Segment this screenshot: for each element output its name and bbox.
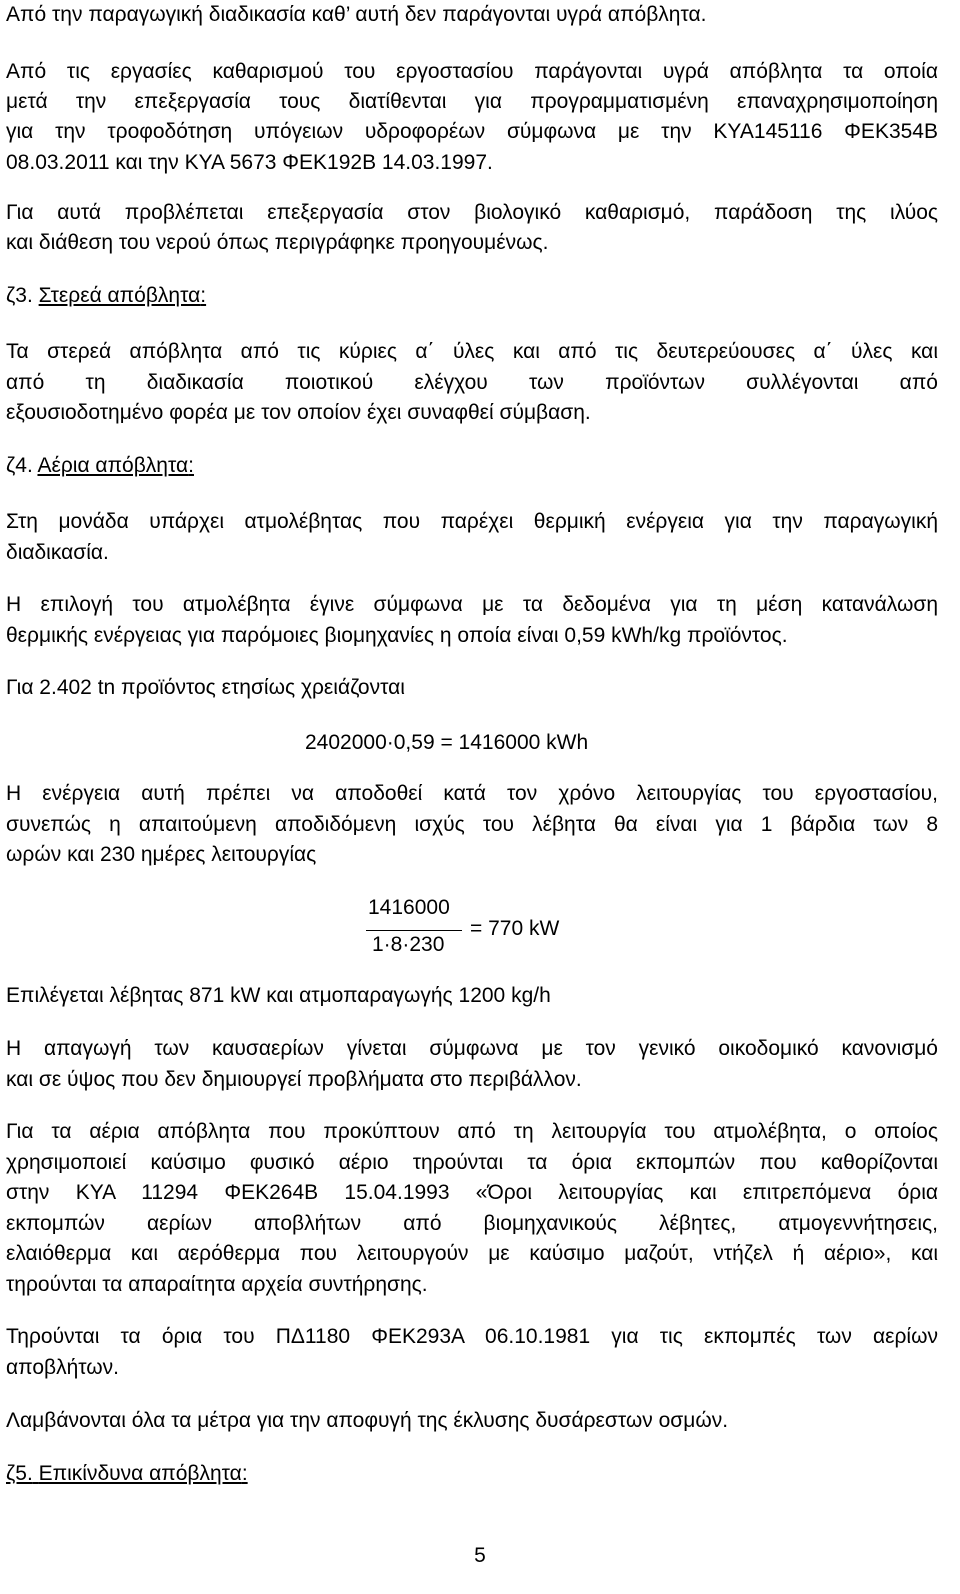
fraction-denominator: 1·8·230	[372, 933, 445, 956]
gases-line-6: τηρούνται τα απαραίτητα αρχεία συντήρησης.	[6, 1273, 428, 1296]
gases-line-1: Για τα αέρια απόβλητα που προκύπτουν από τη λειτουργία του ατμολέβητα, ο οποίος	[6, 1120, 938, 1143]
section-title: Στερεά απόβλητα	[38, 284, 201, 307]
energy-line-3: ωρών και 230 ημέρες λειτουργίας	[6, 843, 317, 866]
odor-paragraph: Λαμβάνονται όλα τα μέτρα για την αποφυγή της έκλυσης δυσάρεστων οσμών.	[6, 1409, 729, 1432]
exhaust-line-1: Η απαγωγή των καυσαερίων γίνεται σύμφωνα με τον γενικό οικοδομικό κανονισμό	[6, 1037, 938, 1060]
intro-paragraph: Από την παραγωγική διαδικασία καθ’ αυτή δεν παράγονται υγρά απόβλητα.	[6, 3, 707, 26]
section-heading-z3	[6, 283, 206, 309]
cleaning-line-3: για την τροφοδότηση υπόγειων υδροφορέων σύμφωνα με την ΚΥΑ145116 ΦΕΚ354Β	[6, 120, 938, 143]
energy-line-1: Η ενέργεια αυτή πρέπει να αποδοθεί κατά τον χρόνο λειτουργίας του εργοστασίου,	[6, 782, 938, 805]
gases-line-2: χρησιμοποιεί καύσιμο φυσικό αέριο τηρούνται τα όρια εκπομπών που καθορίζονται	[6, 1151, 938, 1174]
boiler-line-2: διαδικασία.	[6, 541, 109, 564]
section-colon: :	[200, 284, 207, 307]
section-number: ζ5.	[6, 1462, 33, 1485]
exhaust-line-2: και σε ύψος που δεν δημιουργεί προβλήματα στο περιβάλλον.	[6, 1068, 582, 1091]
annual-requirement: Για 2.402 tn προϊόντος ετησίως χρειάζονται	[6, 676, 405, 699]
solid-line-2: από τη διαδικασία ποιοτικού ελέγχου των προϊόντων συλλέγονται από	[6, 371, 938, 394]
bio-line-1: Για αυτά προβλέπεται επεξεργασία στον βιολογικό καθαρισμό, παράδοση της ιλύος	[6, 201, 938, 224]
section-heading-z4	[6, 453, 194, 479]
pd-line-2: αποβλήτων.	[6, 1356, 119, 1379]
boiler-line-1: Στη μονάδα υπάρχει ατμολέβητας που παρέχει θερμική ενέργεια για την παραγωγική	[6, 510, 938, 533]
section-number: ζ3.	[6, 284, 33, 307]
cleaning-line-1: Από τις εργασίες καθαρισμού του εργοστασίου παράγονται υγρά απόβλητα τα οποία	[6, 60, 938, 83]
page-number: 5	[474, 1544, 486, 1567]
fraction-numerator: 1416000	[368, 896, 450, 919]
bio-line-2: και διάθεση του νερού όπως περιγράφηκε προηγουμένως.	[6, 231, 549, 254]
choice-line-1: Η επιλογή του ατμολέβητα έγινε σύμφωνα με τα δεδομένα για τη μέση κατανάλωση	[6, 593, 938, 616]
gases-line-5: ελαιόθερμα και αερόθερμα που λειτουργούν με καύσιμο μαζούτ, ντήζελ ή αέριο», και	[6, 1242, 938, 1265]
energy-equation: 2402000·0,59 = 1416000 kWh	[305, 731, 589, 754]
section-title: Επικίνδυνα απόβλητα	[38, 1462, 242, 1485]
section-title: Αέρια απόβλητα	[37, 454, 189, 477]
pd-line-1: Τηρούνται τα όρια του ΠΔ1180 ΦΕΚ293Α 06.10.1981 για τις εκπομπές των αερίων	[6, 1325, 938, 1348]
section-colon: :	[188, 454, 194, 477]
fraction-bar	[366, 930, 462, 931]
cleaning-line-2: μετά την επεξεργασία τους διατίθενται για προγραμματισμένη επαναχρησιμοποίηση	[6, 90, 938, 113]
energy-line-2: συνεπώς η απαιτούμενη αποδιδόμενη ισχύς του λέβητα θα είναι για 1 βάρδια των 8	[6, 813, 938, 836]
cleaning-line-4: 08.03.2011 και την ΚΥΑ 5673 ΦΕΚ192Β 14.03.1997.	[6, 151, 493, 174]
section-colon: :	[241, 1462, 248, 1485]
solid-line-1: Τα στερεά απόβλητα από τις κύριες α΄ ύλες και από τις δευτερεύουσες α΄ ύλες και	[6, 340, 938, 363]
selected-boiler: Επιλέγεται λέβητας 871 kW και ατμοπαραγωγής 1200 kg/h	[6, 984, 551, 1007]
choice-line-2: θερμικής ενέργειας για παρόμοιες βιομηχανίες η οποία είναι 0,59 kWh/kg προϊόντος.	[6, 624, 788, 647]
section-number: ζ4.	[6, 454, 33, 477]
gases-line-4: εκπομπών αερίων αποβλήτων από βιομηχανικούς λέβητες, ατμογεννήτησεις,	[6, 1212, 938, 1235]
solid-line-3: εξουσιοδοτημένο φορέα με τον οποίον έχει συναφθεί σύμβαση.	[6, 401, 591, 424]
fraction-result: = 770 kW	[470, 917, 560, 940]
gases-line-3: στην ΚΥΑ 11294 ΦΕΚ264Β 15.04.1993 «Όροι λειτουργίας και επιτρεπόμενα όρια	[6, 1181, 938, 1204]
section-heading-z5	[6, 1461, 248, 1487]
